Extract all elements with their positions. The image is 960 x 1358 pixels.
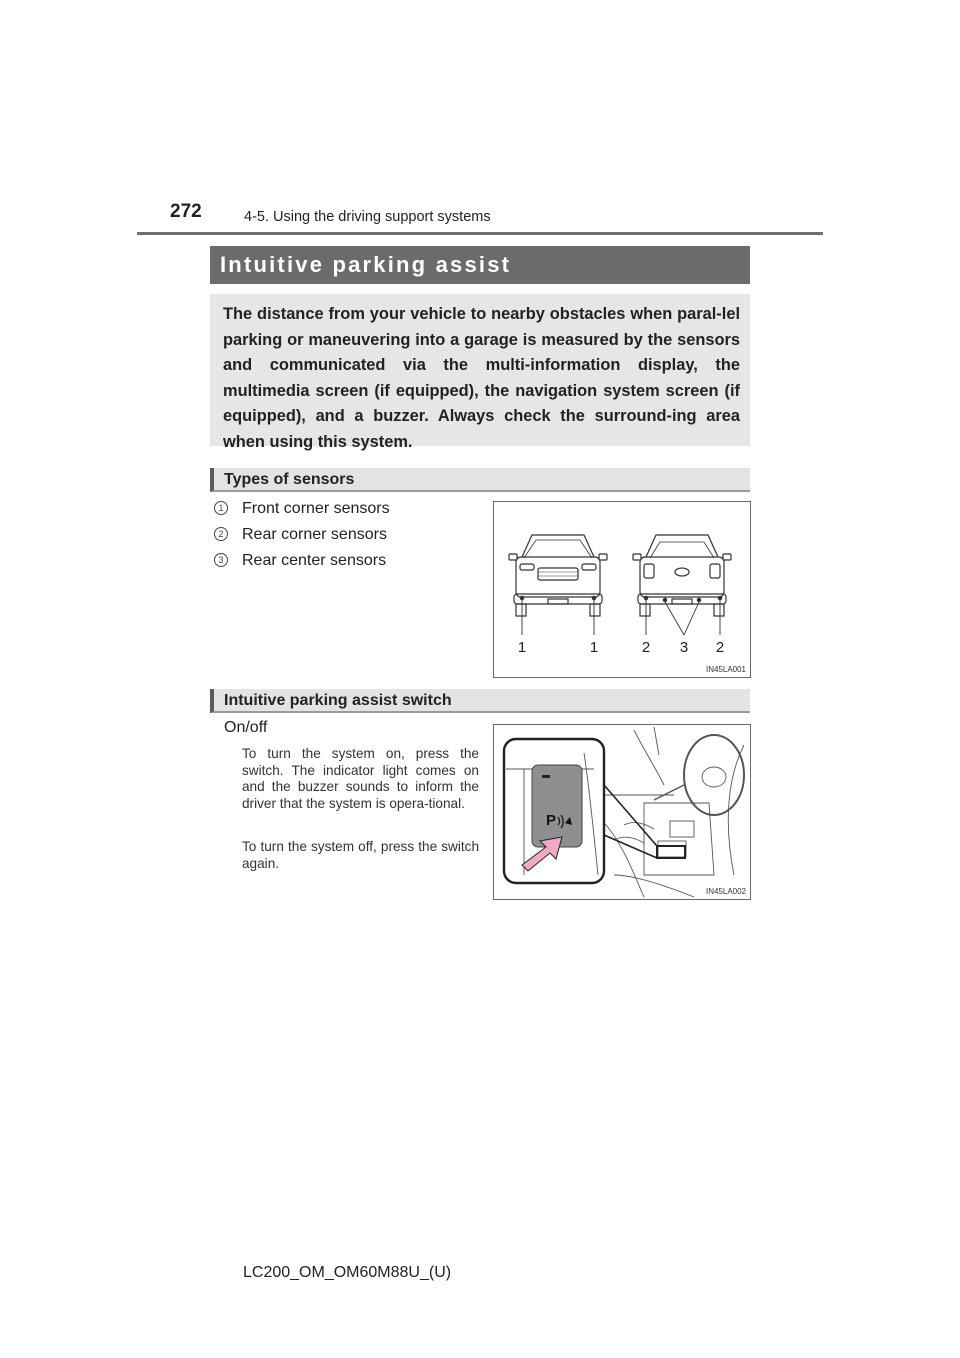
page-number: 272 [170,201,202,222]
page-title: Intuitive parking assist [210,246,750,284]
intro-box [210,294,750,451]
vehicle-diagram [494,502,750,677]
item-number-badge: 1 [214,501,228,515]
figure-code: IN45LA002 [705,887,746,896]
switch-off-description: To turn the system off, press the switch again. [242,839,479,871]
switch-location-figure [493,724,751,900]
parking-assist-switch-heading: Intuitive parking assist switch [210,689,750,713]
types-of-sensors-heading: Types of sensors [210,468,750,492]
switch-diagram [494,725,750,899]
switch-on-description: To turn the system on, press the switch. The indicator light comes on and the buzzer sounds to inform the driver that the system is opera-tional. [242,746,479,811]
intro-text: The distance from your vehicle to nearby obstacles when paral-lel parking or maneuvering into a garage is measured by the sensors and communicated via the multi-information display, the multimedia screen (if equipped), the navigation system screen (if equipped), and a buzzer. Always check the surround-ing area when using this system. [223,305,740,451]
sensor-label: Rear corner sensors [242,526,387,543]
footer-doc-code: LC200_OM_OM60M88U_(U) [243,1264,452,1281]
callout-3-center: 3 [679,639,689,656]
callout-2-left: 2 [641,639,651,656]
item-number-badge: 2 [214,527,228,541]
callout-1-left: 1 [517,639,527,656]
sensor-label: Rear center sensors [242,552,387,569]
p-switch-glyph: P [546,812,557,829]
section-path: 4-5. Using the driving support systems [244,209,491,225]
sensor-location-figure [493,501,751,678]
callout-2-right: 2 [715,639,725,656]
item-number-badge: 3 [214,553,228,567]
sensor-label: Front corner sensors [242,500,390,517]
onoff-label: On/off [224,719,268,736]
figure-code: IN45LA001 [705,665,746,674]
header-rule [137,232,823,235]
callout-1-right: 1 [589,639,599,656]
